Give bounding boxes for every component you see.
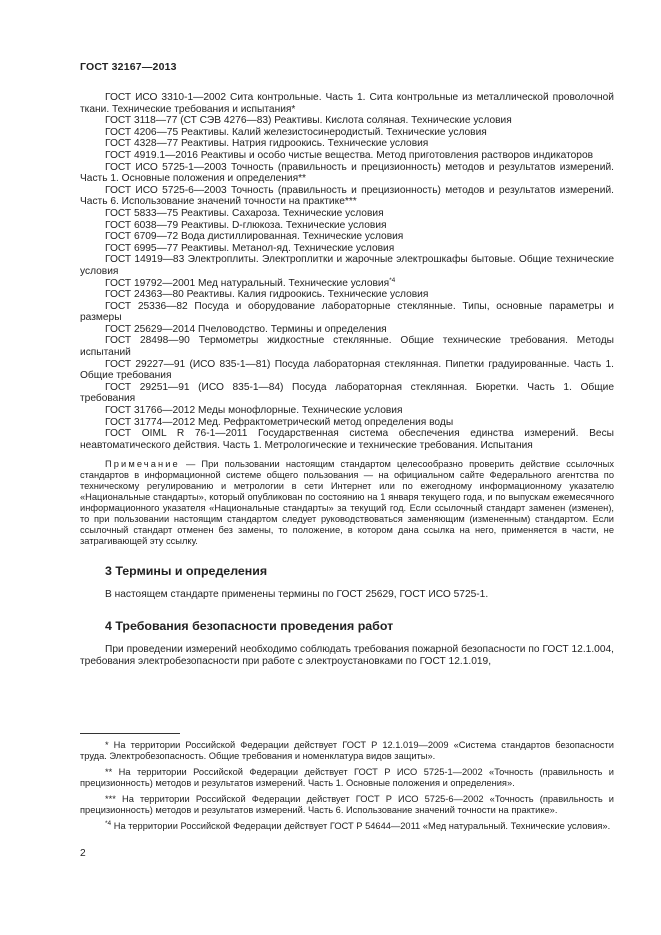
footnote-marker: *4	[389, 276, 396, 284]
section-3-title: 3 Термины и определения	[105, 564, 268, 579]
footnote-text: На территории Российской Федерации действует ГОСТ Р ИСО 5725-6—2002 «Точность (правильность и прецизионность) методов и результатов измерений. Часть 6. Использование значений точности на практике».	[80, 794, 614, 815]
reference-item: ГОСТ 24363—80 Реактивы. Калия гидроокись. Технические условия	[105, 289, 429, 301]
reference-item: ГОСТ 6995—77 Реактивы. Метанол-яд. Технические условия	[105, 242, 395, 254]
document-header: ГОСТ 32167—2013	[80, 61, 177, 73]
reference-item: ГОСТ ИСО 3310-1—2002 Сита контрольные. Часть 1. Сита контрольные из металлической проволочной ткани. Технические требования и испытания*	[80, 92, 614, 115]
footnote-divider	[80, 733, 180, 734]
section-3-text: В настоящем стандарте применены термины по ГОСТ 25629, ГОСТ ИСО 5725-1.	[105, 589, 489, 601]
footnote-text: На территории Российской Федерации действует ГОСТ Р 12.1.019—2009 «Система стандартов безопасности труда. Электробезопасность. Общие требования и номенклатура видов защиты».	[80, 740, 614, 761]
reference-item: ГОСТ 25629—2014 Пчеловодство. Термины и определения	[105, 323, 387, 335]
page-number: 2	[80, 848, 86, 859]
reference-item: ГОСТ 29227—91 (ИСО 835-1—81) Посуда лабораторная стеклянная. Пипетки градуированные. Часть 1. Общие требования	[80, 358, 614, 382]
reference-item: ГОСТ ИСО 5725-1—2003 Точность (правильность и прецизионность) методов и результатов измерений. Часть 1. Основные положения и определения**	[80, 161, 614, 185]
reference-item: ГОСТ OIML R 76-1—2011 Государственная система обеспечения единства измерений. Весы неавтоматического действия. Часть 1. Метрологические и технические требования. Испытания	[80, 428, 614, 451]
reference-item: ГОСТ 31774—2012 Мед. Рефрактометрический метод определения воды	[105, 416, 454, 428]
footnote	[80, 821, 614, 832]
reference-item: ГОСТ 3118—77 (СТ СЭВ 4276—83) Реактивы. Кислота соляная. Технические условия	[105, 115, 512, 127]
footnote	[80, 740, 614, 762]
reference-item: ГОСТ 14919—83 Электроплиты. Электроплитки и жарочные электрошкафы бытовые. Общие технические условия	[80, 254, 614, 277]
reference-item: ГОСТ 29251—91 (ИСО 835-1—84) Посуда лабораторная стеклянная. Бюретки. Часть 1. Общие требования	[80, 381, 614, 405]
reference-item: ГОСТ 4206—75 Реактивы. Калий железистосинеродистый. Технические условия	[105, 126, 487, 138]
note-label: Примечание	[105, 459, 180, 470]
reference-text: ГОСТ 19792—2001 Мед натуральный. Технические условия	[105, 277, 390, 289]
normative-references-list	[80, 92, 614, 451]
reference-item: ГОСТ 6709—72 Вода дистиллированная. Технические условия	[105, 231, 404, 243]
reference-item	[80, 278, 614, 290]
reference-item: ГОСТ 31766—2012 Меды монофлорные. Технические условия	[105, 405, 403, 417]
footnotes	[80, 740, 614, 837]
section-4-title: 4 Требования безопасности проведения работ	[105, 618, 394, 633]
footnote-text: На территории Российской Федерации действует ГОСТ Р ИСО 5725-1—2002 «Точность (правильность и прецизионность) методов и результатов измерений. Часть 1. Основные положения и определения».	[80, 767, 614, 788]
main-content	[80, 92, 614, 669]
reference-item: ГОСТ 6038—79 Реактивы. D-глюкоза. Технические условия	[105, 219, 387, 231]
reference-item: ГОСТ 25336—82 Посуда и оборудование лабораторные стеклянные. Типы, основные параметры и размеры	[80, 300, 614, 324]
footnote	[80, 794, 614, 816]
reference-item: ГОСТ 4919.1—2016 Реактивы и особо чистые вещества. Метод приготовления растворов индикаторов	[105, 149, 594, 161]
footnote-mark: **	[105, 767, 113, 777]
reference-item: ГОСТ 5833—75 Реактивы. Сахароза. Технические условия	[105, 207, 384, 219]
note-paragraph	[80, 459, 614, 547]
footnote-mark: *4	[105, 820, 112, 827]
footnote-mark: *	[105, 740, 109, 750]
note-text: — При пользовании настоящим стандартом целесообразно проверить действие ссылочных стандартов в информационной системе общего пользования — на официальном сайте Федерального агентства по техническому регулированию и метрологии в сети Интернет или по ежегодному информационному указателю «Национальные стандарты», который опубликован по состоянию на 1 января текущего года, и по выпускам ежемесячного информационного указателя «Национальные стандарты» за текущий год. Если ссылочный стандарт заменен (изменен), то при пользовании настоящим стандартом следует руководствоваться заменяющим (измененным) стандартом. Если ссылочный стандарт отменен без замены, то положение, в котором дана ссылка на него, применяется в части, не затрагивающей эту ссылку.	[80, 459, 614, 547]
footnote	[80, 767, 614, 789]
reference-item: ГОСТ ИСО 5725-6—2003 Точность (правильность и прецизионность) методов и результатов измерений. Часть 6. Использование значений точности на практике***	[80, 184, 614, 208]
footnote-mark: ***	[105, 794, 116, 804]
section-4-text: При проведении измерений необходимо соблюдать требования пожарной безопасности по ГОСТ 12.1.004, требования электробезопасности при работе с электроустановками по ГОСТ 12.1.019,	[80, 643, 614, 668]
reference-item: ГОСТ 4328—77 Реактивы. Натрия гидроокись. Технические условия	[105, 138, 429, 150]
footnote-text: На территории Российской Федерации действует ГОСТ Р 54644—2011 «Мед натуральный. Технические условия».	[111, 821, 611, 831]
reference-item: ГОСТ 28498—90 Термометры жидкостные стеклянные. Общие технические требования. Методы испытаний	[80, 335, 614, 359]
